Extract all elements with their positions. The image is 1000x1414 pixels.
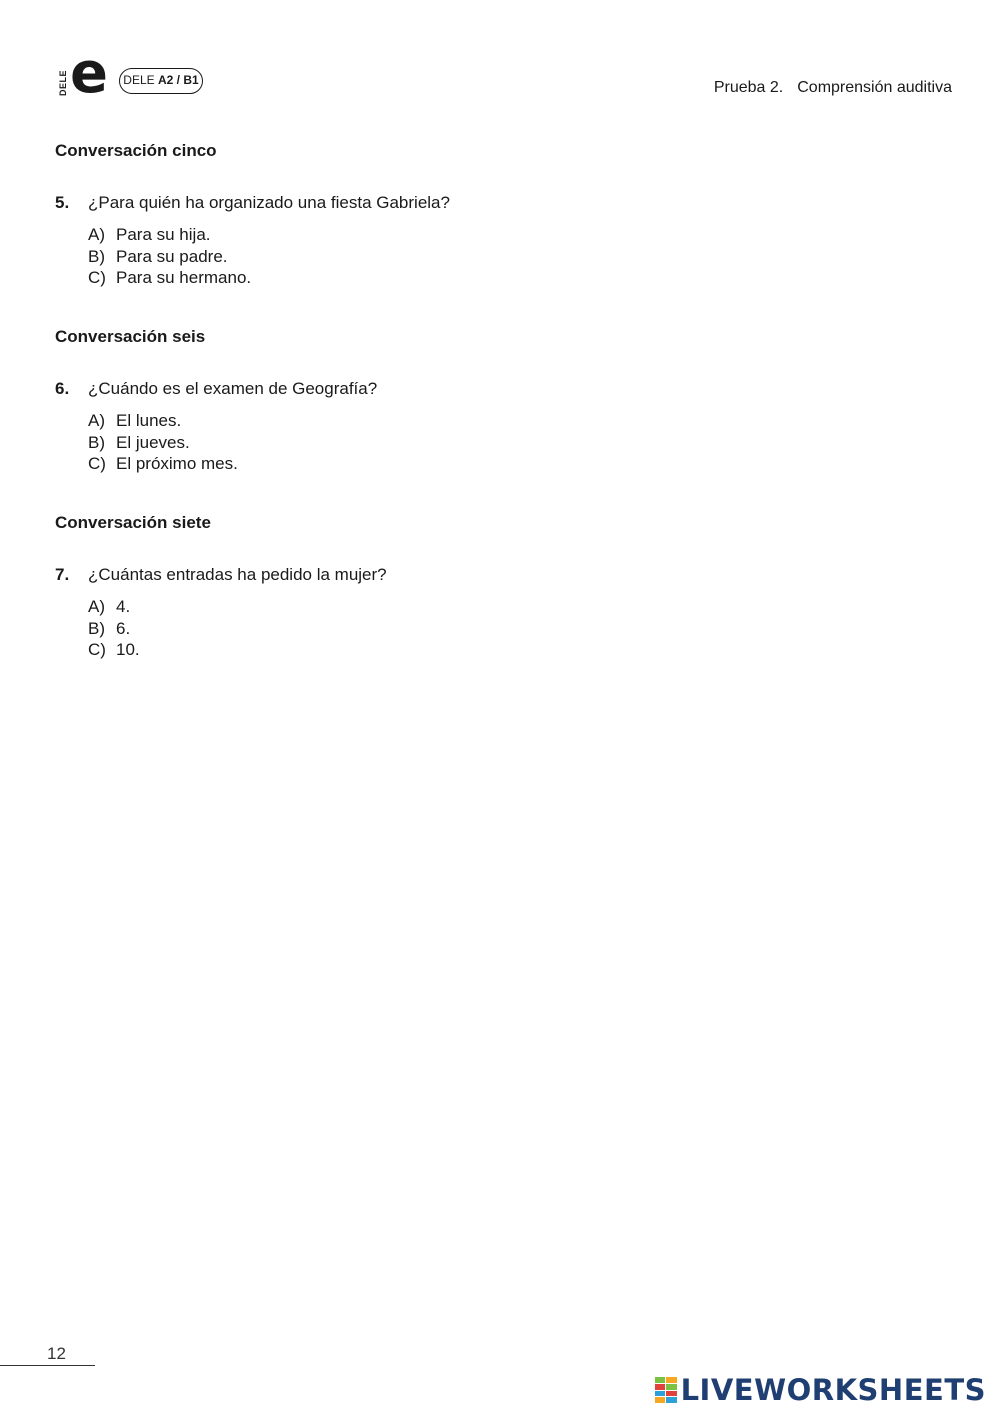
level-levels: A2 / B1 xyxy=(158,73,199,87)
icon-square xyxy=(666,1391,677,1397)
options-list xyxy=(88,410,935,475)
option-letter: A) xyxy=(88,597,105,616)
icon-square xyxy=(666,1397,677,1403)
option-letter: B) xyxy=(88,618,105,638)
level-prefix: DELE xyxy=(123,73,155,87)
running-header xyxy=(714,79,952,97)
option-text: El próximo mes. xyxy=(116,454,238,473)
liveworksheets-wordmark: LIVEWORKSHEETS xyxy=(680,1373,986,1407)
option-text: Para su hermano. xyxy=(116,268,252,287)
level-badge xyxy=(119,68,203,94)
logo-letter: e xyxy=(70,41,108,106)
icon-square xyxy=(666,1377,677,1383)
option-a[interactable] xyxy=(88,224,935,246)
option-a[interactable] xyxy=(88,410,935,432)
dele-logo xyxy=(56,41,116,106)
icon-square xyxy=(655,1391,666,1397)
option-text: El jueves. xyxy=(116,432,190,452)
question xyxy=(55,378,935,400)
section-title: Conversación siete xyxy=(55,513,211,532)
question-text: ¿Cuántas entradas ha pedido la mujer? xyxy=(88,565,387,584)
section-label: Comprensión auditiva xyxy=(797,79,952,96)
question-number: 5. xyxy=(55,193,70,212)
option-letter: A) xyxy=(88,225,105,244)
option-text: Para su hija. xyxy=(116,225,211,244)
question-text: ¿Para quién ha organizado una fiesta Gabriela? xyxy=(88,193,450,212)
option-letter: A) xyxy=(88,411,105,430)
option-text: El lunes. xyxy=(116,411,182,430)
icon-square xyxy=(655,1377,666,1383)
option-c[interactable] xyxy=(88,267,935,289)
liveworksheets-icon xyxy=(655,1377,677,1403)
option-c[interactable] xyxy=(88,453,935,475)
option-text: 6. xyxy=(116,618,131,638)
icon-square xyxy=(666,1384,677,1390)
option-b[interactable] xyxy=(88,618,935,640)
question-number: 7. xyxy=(55,565,70,584)
liveworksheets-brand[interactable] xyxy=(655,1373,986,1407)
page-number-rule xyxy=(0,1365,95,1366)
options-list xyxy=(88,224,935,289)
conversation-section xyxy=(55,512,935,661)
option-text: Para su padre. xyxy=(116,246,228,266)
option-b[interactable] xyxy=(88,246,935,268)
option-a[interactable] xyxy=(88,596,935,618)
section-title: Conversación cinco xyxy=(55,141,217,160)
prueba-label: Prueba 2. xyxy=(713,79,784,96)
option-letter: C) xyxy=(88,454,106,473)
section-title: Conversación seis xyxy=(55,327,206,346)
question-text: ¿Cuándo es el examen de Geografía? xyxy=(88,379,378,398)
question xyxy=(55,564,935,586)
option-letter: B) xyxy=(88,246,105,266)
option-b[interactable] xyxy=(88,432,935,454)
icon-square xyxy=(655,1397,666,1403)
option-c[interactable] xyxy=(88,639,935,661)
option-text: 4. xyxy=(116,597,131,616)
option-text: 10. xyxy=(116,640,140,659)
options-list xyxy=(88,596,935,661)
conversation-section xyxy=(55,326,935,475)
icon-square xyxy=(655,1384,666,1390)
page-number: 12 xyxy=(47,1344,66,1363)
option-letter: C) xyxy=(88,640,106,659)
conversation-section xyxy=(55,140,935,289)
question-number: 6. xyxy=(55,379,70,398)
option-letter: B) xyxy=(88,432,105,452)
option-letter: C) xyxy=(88,268,106,287)
logo-vertical-text: DELE xyxy=(58,69,68,96)
question xyxy=(55,192,935,214)
